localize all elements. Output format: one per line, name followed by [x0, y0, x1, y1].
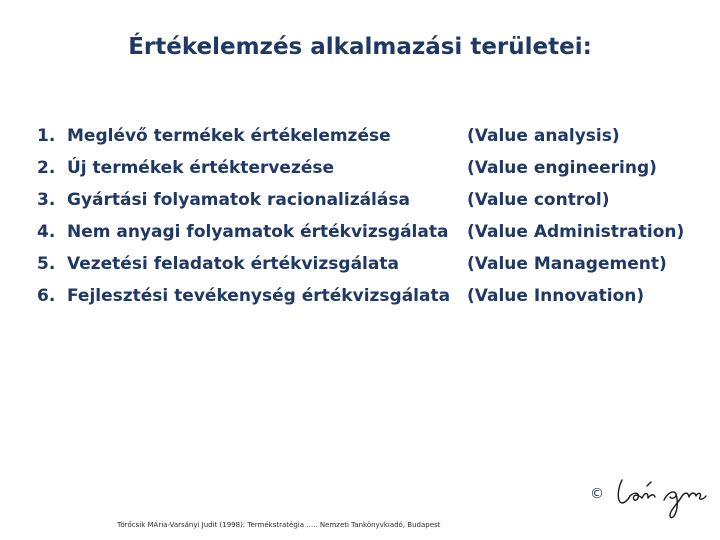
item-number: 3. [37, 190, 56, 210]
item-english-text: (Value analysis) [467, 126, 620, 146]
item-number: 1. [37, 126, 56, 146]
item-english-text: (Value engineering) [467, 158, 657, 178]
item-hungarian-text: Nem anyagi folyamatok értékvizsgálata [67, 222, 449, 242]
item-english-text: (Value control) [467, 190, 610, 210]
item-number: 4. [37, 222, 56, 242]
copyright-symbol: © [590, 486, 604, 502]
item-hungarian-text: Fejlesztési tevékenység értékvizsgálata [67, 286, 451, 306]
item-english-text: (Value Innovation) [467, 286, 645, 306]
source-citation: Törőcsik MÁria-Varsányi Judit (1998): Termékstratégia ….. Nemzeti Tankönyvkiadó, Budapest [117, 521, 441, 529]
item-hungarian-text: Új termékek értéktervezése [67, 158, 335, 178]
item-number: 6. [37, 286, 56, 306]
slide-title: Értékelemzés alkalmazási területei: [128, 34, 592, 60]
item-hungarian-text: Meglévő termékek értékelemzése [67, 126, 391, 146]
item-english-text: (Value Management) [467, 254, 667, 274]
item-english-text: (Value Administration) [467, 222, 685, 242]
item-number: 2. [37, 158, 56, 178]
author-signature [614, 470, 710, 522]
item-hungarian-text: Gyártási folyamatok racionalizálása [67, 190, 410, 210]
item-number: 5. [37, 254, 56, 274]
item-hungarian-text: Vezetési feladatok értékvizsgálata [67, 254, 399, 274]
